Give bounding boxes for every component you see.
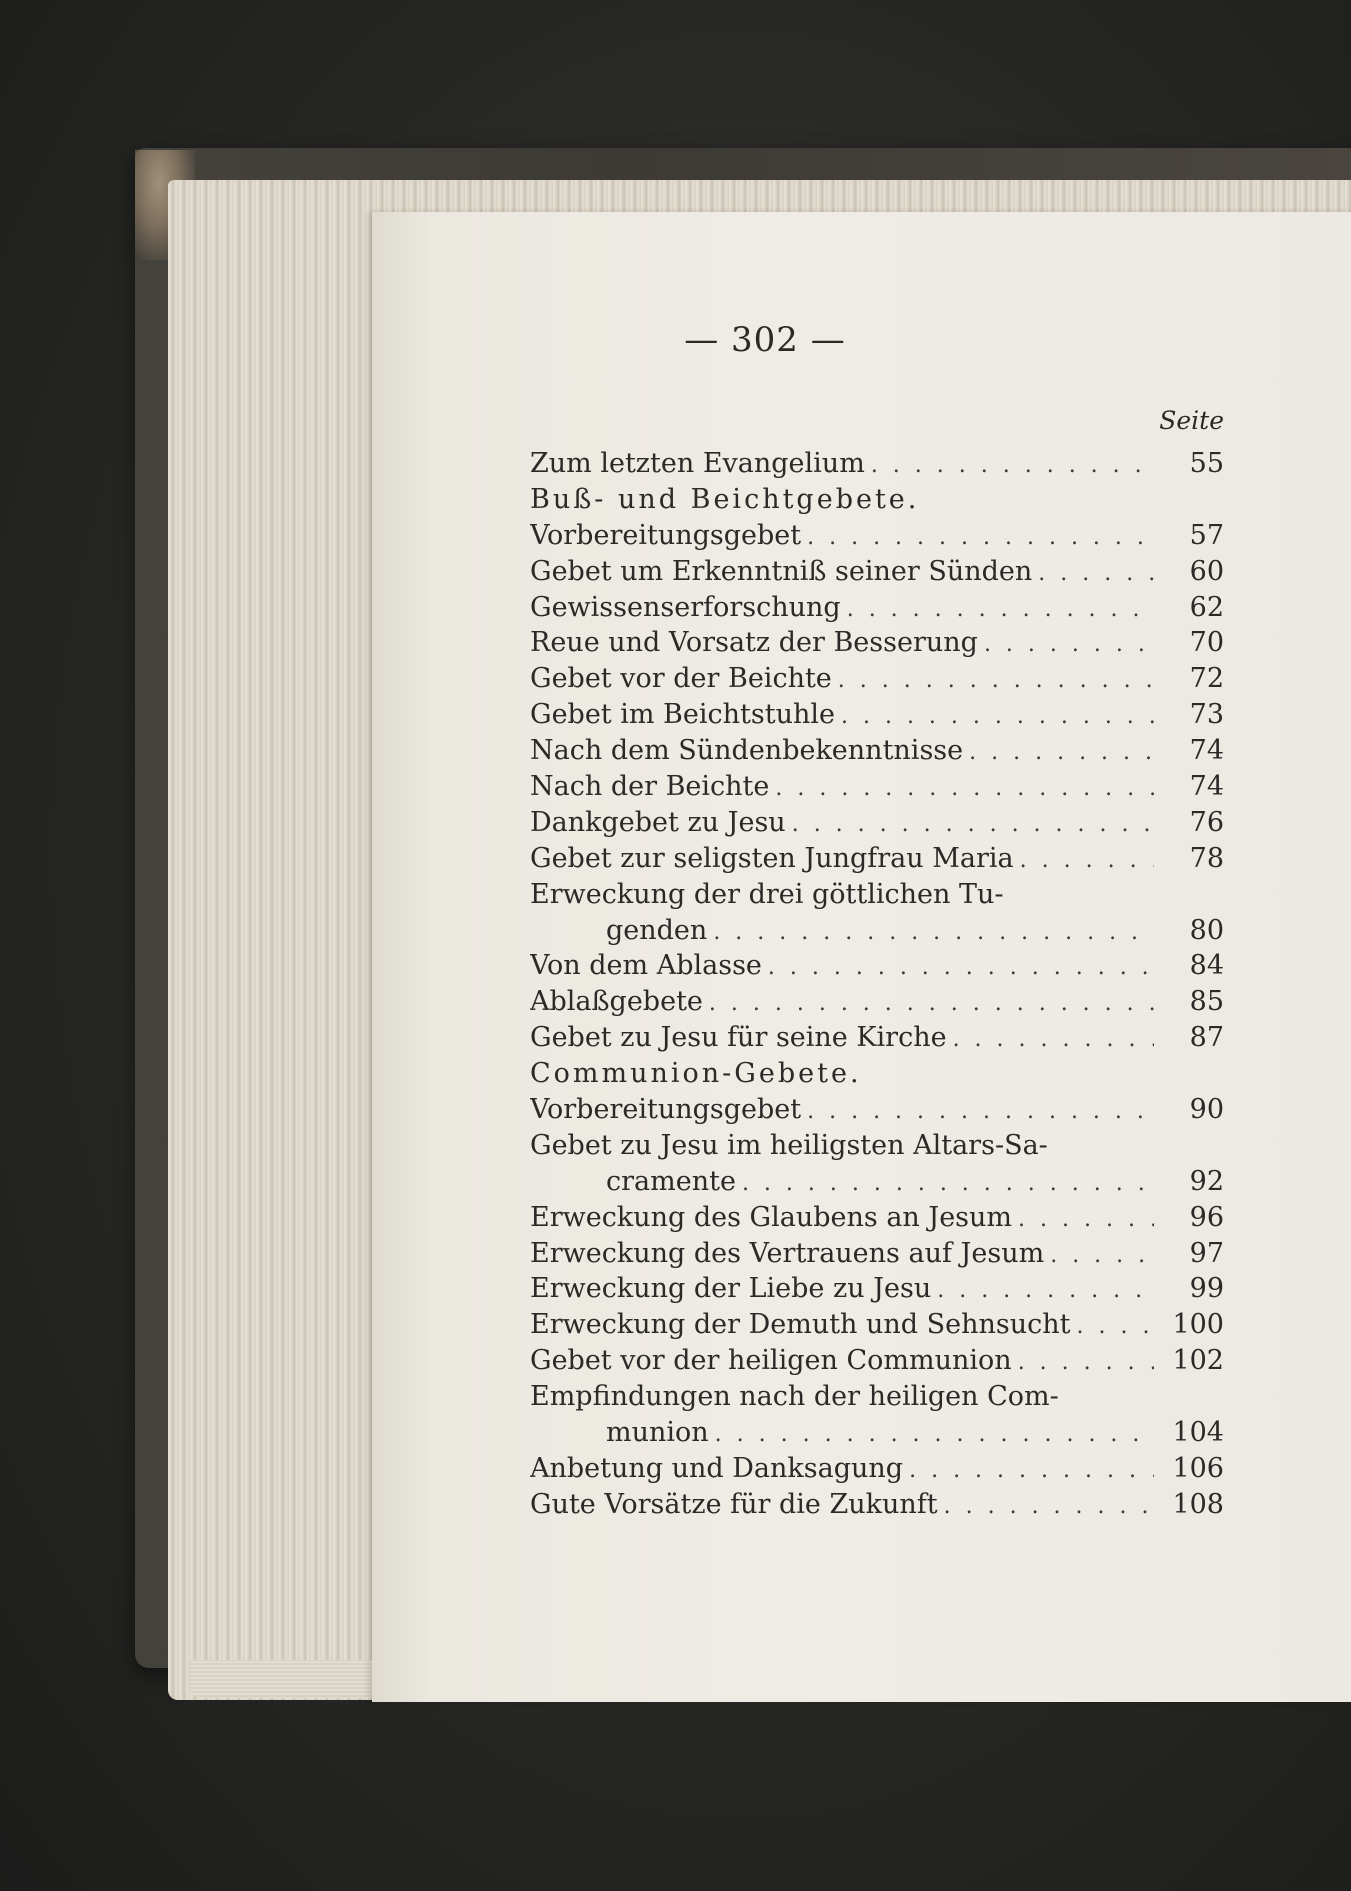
toc-entry-title: munion: [606, 1417, 709, 1449]
toc-section-heading: Buß- und Beichtgebete.: [530, 483, 920, 515]
toc-entry-page: 80: [1189, 914, 1224, 946]
toc-entry: [530, 1451, 1224, 1487]
toc-entry-page: 92: [1189, 1165, 1224, 1197]
toc-entry: [530, 948, 1224, 984]
toc-entry: [530, 984, 1224, 1020]
toc-entry-title: Gute Vorsätze für die Zukunft: [530, 1488, 938, 1520]
toc-entry-title: genden: [606, 914, 708, 946]
toc-entry: [530, 877, 1224, 913]
toc-entry: [530, 1487, 1224, 1523]
toc-entry: [530, 554, 1224, 590]
toc-leader-dots: [1077, 1309, 1154, 1345]
toc-leader-dots: [713, 915, 1154, 951]
toc-entry-page: 100: [1172, 1309, 1224, 1341]
toc-leader-dots: [871, 448, 1154, 484]
toc-leader-dots: [775, 771, 1154, 807]
toc-entry: [530, 1236, 1224, 1272]
toc-entry: [530, 769, 1224, 805]
toc-leader-dots: [944, 1489, 1154, 1525]
toc-leader-dots: [953, 1022, 1154, 1058]
toc-leader-dots: [742, 1166, 1154, 1202]
toc-entry-title: Reue und Vorsatz der Besserung: [530, 627, 978, 659]
toc-entry-page: 106: [1172, 1452, 1224, 1484]
toc-entry-page: 55: [1189, 448, 1224, 479]
toc-entry-title: Ablaßgebete: [530, 986, 703, 1018]
toc-entry-title: Empfindungen nach der heiligen Com-: [530, 1381, 1059, 1413]
toc-leader-dots: [807, 520, 1154, 556]
toc-entry-page: 99: [1189, 1273, 1224, 1305]
page-number: — 302 —: [684, 320, 846, 360]
toc-entry-page: 108: [1172, 1488, 1224, 1520]
toc-entry: [530, 661, 1224, 697]
toc-leader-dots: [715, 1417, 1154, 1453]
toc-entry: [530, 697, 1224, 733]
toc-entry-page: 62: [1189, 591, 1224, 623]
toc-entry-title: Gebet zu Jesu im heiligsten Altars-Sa-: [530, 1129, 1048, 1161]
toc-entry-page: 70: [1189, 627, 1224, 659]
toc-leader-dots: [909, 1453, 1154, 1489]
toc-entry: [530, 1092, 1224, 1128]
toc-entry-page: 74: [1189, 735, 1224, 767]
toc-entry: [530, 482, 1224, 518]
toc-entry: [530, 805, 1224, 841]
toc-entry-title: Gewissenserforschung: [530, 591, 841, 623]
toc-entry: [530, 1379, 1224, 1415]
toc-leader-dots: [838, 663, 1154, 699]
toc-entry: [530, 1200, 1224, 1236]
toc-entry-title: Gebet vor der heiligen Communion: [530, 1345, 1012, 1377]
toc-entry-page: 60: [1189, 555, 1224, 587]
toc-entry: [530, 733, 1224, 769]
toc-entry-page: 102: [1172, 1345, 1224, 1377]
toc-entry-page: 87: [1189, 1022, 1224, 1054]
toc-leader-dots: [841, 699, 1154, 735]
toc-entry: [530, 1343, 1224, 1379]
toc-section-heading: Communion-Gebete.: [530, 1058, 862, 1090]
toc-entry-title: Nach der Beichte: [530, 771, 770, 803]
toc-entry-page: 73: [1189, 699, 1224, 731]
toc-leader-dots: [847, 592, 1154, 628]
toc-entry-title: Von dem Ablasse: [530, 950, 762, 982]
toc-entry-title: Erweckung der drei göttlichen Tu-: [530, 878, 1004, 910]
toc-entry: [530, 446, 1224, 482]
toc-entry-page: 104: [1172, 1417, 1224, 1449]
toc-leader-dots: [937, 1273, 1154, 1309]
toc-entry-page: 78: [1189, 842, 1224, 874]
toc-entry-page: 76: [1189, 806, 1224, 838]
toc-entry-page: 84: [1189, 950, 1224, 982]
toc-entry-title: Erweckung der Demuth und Sehnsucht: [530, 1309, 1071, 1341]
toc-entry: [530, 1415, 1224, 1451]
toc-entry-title: Gebet vor der Beichte: [530, 663, 832, 695]
toc-entry-page: 90: [1189, 1094, 1224, 1126]
toc-entry-title: cramente: [606, 1165, 736, 1197]
toc-entry-title: Erweckung des Vertrauens auf Jesum: [530, 1237, 1045, 1269]
toc-leader-dots: [1018, 1345, 1154, 1381]
toc-entry: [530, 1128, 1224, 1164]
toc-entry: [530, 1164, 1224, 1200]
toc-leader-dots: [807, 1094, 1154, 1130]
toc-entry-page: 96: [1189, 1201, 1224, 1233]
toc-leader-dots: [709, 986, 1154, 1022]
toc-entry-title: Nach dem Sündenbekenntnisse: [530, 735, 964, 767]
toc-entry-title: Gebet zur seligsten Jungfrau Maria: [530, 842, 1014, 874]
toc-leader-dots: [1038, 556, 1154, 592]
toc-entry-page: 57: [1189, 519, 1224, 551]
toc-leader-dots: [984, 627, 1154, 663]
toc-entry-page: 97: [1189, 1237, 1224, 1269]
toc-entry: [530, 590, 1224, 626]
toc-entry-title: Dankgebet zu Jesu: [530, 806, 786, 838]
toc-leader-dots: [792, 807, 1154, 843]
toc-leader-dots: [1018, 1202, 1154, 1238]
toc-entry: [530, 625, 1224, 661]
toc-entry: [530, 1056, 1224, 1092]
toc-entry-page: 74: [1189, 771, 1224, 803]
toc-leader-dots: [1020, 843, 1154, 879]
toc-entry-title: Vorbereitungsgebet: [530, 519, 802, 551]
toc-entry-title: Vorbereitungsgebet: [530, 1094, 802, 1126]
toc-leader-dots: [768, 950, 1154, 986]
toc-entry: [530, 1307, 1224, 1343]
toc-leader-dots: [1050, 1238, 1154, 1274]
toc-entry-title: Gebet im Beichtstuhle: [530, 699, 835, 731]
toc-entry-title: Erweckung des Glaubens an Jesum: [530, 1201, 1013, 1233]
table-of-contents: [530, 446, 1224, 1523]
toc-entry: [530, 1020, 1224, 1056]
toc-entry-title: Erweckung der Liebe zu Jesu: [530, 1273, 932, 1305]
toc-entry-title: Zum letzten Evangelium: [530, 448, 865, 479]
toc-entry-title: Gebet um Erkenntniß seiner Sünden: [530, 555, 1033, 587]
toc-entry: [530, 913, 1224, 949]
column-header: Seite: [1159, 406, 1224, 435]
toc-entry: [530, 841, 1224, 877]
toc-entry-title: Anbetung und Danksagung: [530, 1452, 904, 1484]
toc-entry-page: 85: [1189, 986, 1224, 1018]
toc-leader-dots: [969, 735, 1154, 771]
toc-entry-page: 72: [1189, 663, 1224, 695]
toc-entry: [530, 518, 1224, 554]
toc-entry: [530, 1271, 1224, 1307]
toc-entry-title: Gebet zu Jesu für seine Kirche: [530, 1022, 947, 1054]
